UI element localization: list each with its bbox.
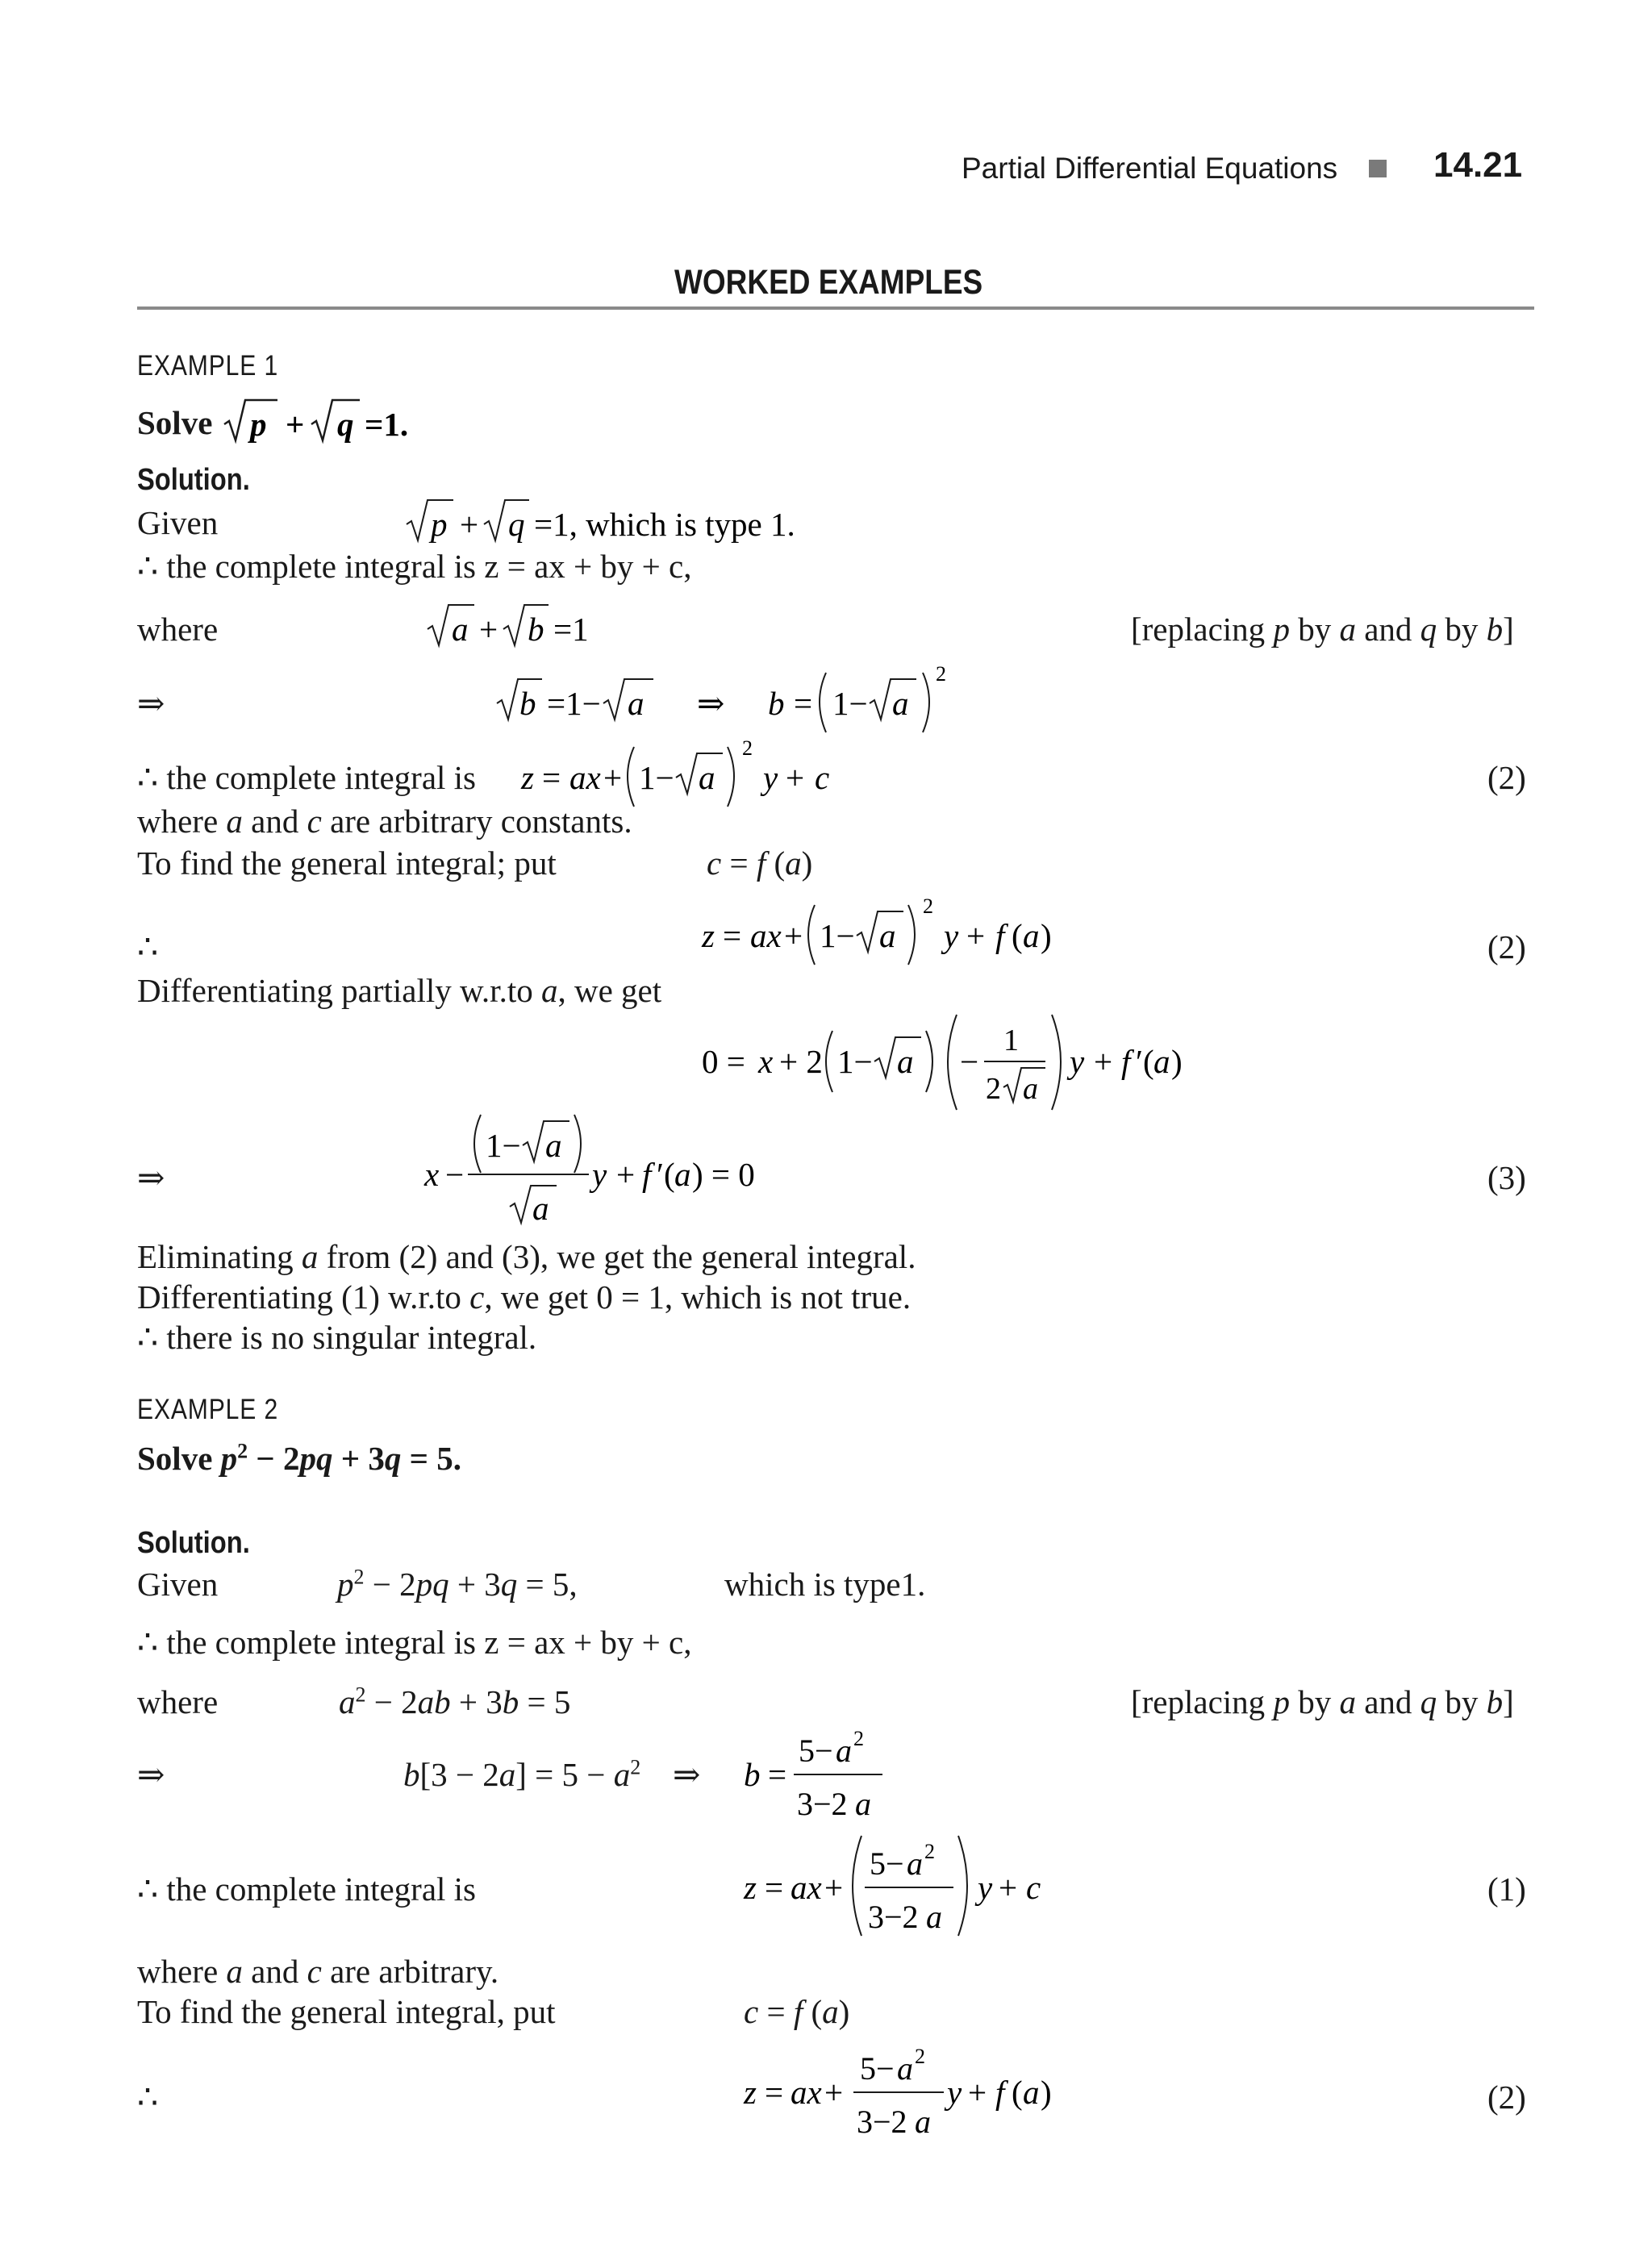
svg-text:+: + bbox=[999, 1869, 1018, 1906]
svg-text:q: q bbox=[508, 506, 525, 543]
svg-text:=: = bbox=[765, 1869, 784, 1906]
svg-text:y: y bbox=[978, 1869, 993, 1906]
svg-text:y: y bbox=[947, 2074, 962, 2111]
svg-text:=: = bbox=[768, 1756, 787, 1793]
svg-text:z: z bbox=[702, 917, 715, 954]
svg-text:a: a bbox=[532, 1190, 549, 1227]
svg-text:1−: 1− bbox=[486, 1127, 521, 1164]
svg-text:1−: 1− bbox=[820, 917, 855, 954]
svg-text:3−2: 3−2 bbox=[868, 1899, 919, 1935]
ex2-given-word: Given bbox=[137, 1566, 219, 1603]
svg-text:2: 2 bbox=[986, 1072, 1001, 1106]
ex2-implies-b-math bbox=[740, 1723, 894, 1828]
svg-text:1−: 1− bbox=[832, 685, 868, 722]
svg-text:−: − bbox=[445, 1156, 465, 1193]
svg-text:z: z bbox=[744, 2074, 757, 2111]
ex2-general-eq bbox=[742, 2041, 1081, 2150]
ex2-eq-num-a: (1) bbox=[1487, 1870, 1526, 1908]
ex1-complete-integral-text: ∴ the complete integral is bbox=[137, 759, 477, 796]
svg-text:ax: ax bbox=[791, 1869, 822, 1906]
svg-text:′(: ′( bbox=[1136, 1043, 1154, 1080]
ex1-differentiating-text: Differentiating partially w.r.to a, we get bbox=[137, 972, 662, 1009]
svg-text:+: + bbox=[479, 611, 499, 648]
svg-text:a: a bbox=[545, 1127, 562, 1164]
ex2-given-expr: $p^2 - 2pq + 3q = 5$, bbox=[337, 1565, 578, 1603]
svg-text:=1, which is type 1.: =1, which is type 1. bbox=[534, 506, 795, 543]
svg-text:) = 0: ) = 0 bbox=[692, 1156, 755, 1193]
svg-text:a: a bbox=[628, 685, 645, 722]
svg-text:+: + bbox=[786, 759, 805, 796]
ex1-arbitrary-text: where a and c are arbitrary constants. bbox=[137, 803, 632, 840]
svg-text:b: b bbox=[744, 1756, 761, 1793]
svg-text:+: + bbox=[616, 1156, 636, 1193]
svg-text:1: 1 bbox=[1003, 1024, 1019, 1057]
svg-text:z: z bbox=[744, 1869, 757, 1906]
svg-text:(: ( bbox=[1012, 2074, 1023, 2111]
svg-text:2: 2 bbox=[923, 894, 933, 918]
svg-text:f: f bbox=[995, 917, 1005, 954]
ex1-complete-integral-math bbox=[516, 729, 855, 810]
svg-text:1−: 1− bbox=[639, 759, 674, 796]
ex1-therefore-symbol: ∴ bbox=[137, 928, 159, 965]
svg-text:): ) bbox=[1171, 1043, 1183, 1080]
svg-text:c: c bbox=[815, 759, 830, 796]
example-2-solution-label: Solution. bbox=[137, 1526, 250, 1560]
ex2-eq-num-b: (2) bbox=[1487, 2079, 1526, 2116]
ex1-implies-2-expr bbox=[419, 1105, 791, 1238]
svg-text:a: a bbox=[879, 917, 896, 954]
svg-text:=: = bbox=[794, 685, 813, 722]
svg-text:+: + bbox=[824, 2074, 844, 2111]
ex1-therefore-complete: ∴ the complete integral is z = ax + by + c, bbox=[137, 548, 692, 585]
svg-text:=1−: =1− bbox=[547, 685, 601, 722]
svg-text:a: a bbox=[926, 1899, 942, 1935]
ex2-implies-expr-b bbox=[740, 1723, 894, 1832]
svg-text:+: + bbox=[1094, 1043, 1113, 1080]
ex2-therefore-complete: ∴ the complete integral is z = ax + by + c, bbox=[137, 1624, 692, 1661]
ex1-general-eq bbox=[700, 887, 1087, 972]
ex1-general-eq-math bbox=[700, 887, 1087, 968]
svg-text:2: 2 bbox=[936, 662, 946, 686]
ex2-where-expr: $a^2 - 2ab + 3b = 5$ bbox=[339, 1683, 571, 1720]
ex1-implies-2-math bbox=[419, 1105, 791, 1234]
svg-text:a: a bbox=[1023, 917, 1040, 954]
svg-text:′(: ′( bbox=[657, 1156, 675, 1193]
svg-text:x: x bbox=[424, 1156, 440, 1193]
svg-text:q: q bbox=[336, 406, 354, 443]
svg-text:a: a bbox=[674, 1156, 691, 1193]
example-1-problem bbox=[137, 395, 423, 447]
ex2-complete-integral-expr bbox=[742, 1828, 1081, 1945]
ex2-implies-expr-a: $b[3 - 2a] = 5 - a^2$ bbox=[403, 1755, 641, 1793]
svg-text:p: p bbox=[431, 506, 448, 543]
svg-text:+: + bbox=[603, 759, 623, 796]
svg-text:+: + bbox=[285, 406, 305, 443]
svg-text:⇒: ⇒ bbox=[697, 685, 725, 722]
ex1-implies-1-expr bbox=[494, 655, 994, 740]
example-1-problem-math bbox=[221, 395, 423, 447]
section-rule bbox=[137, 306, 1534, 310]
ex1-where-math bbox=[424, 600, 618, 652]
ex1-eliminating-text: Eliminating a from (2) and (3), we get the general integral. bbox=[137, 1238, 916, 1275]
svg-text:+: + bbox=[966, 917, 986, 954]
ex2-general-text: To find the general integral, put bbox=[137, 1993, 556, 2030]
svg-text:y: y bbox=[1070, 1043, 1085, 1080]
svg-text:): ) bbox=[1041, 2074, 1052, 2111]
ex2-general-eq-math bbox=[742, 2041, 1081, 2145]
ex1-eq-num-a: (2) bbox=[1487, 759, 1526, 796]
svg-text:x: x bbox=[758, 1043, 774, 1080]
svg-text:y: y bbox=[763, 759, 778, 796]
problem-lead: Solve bbox=[137, 404, 213, 441]
svg-text:a: a bbox=[855, 1786, 871, 1822]
ex2-implies-arrow: ⇒ bbox=[673, 1756, 701, 1793]
ex1-given-math bbox=[403, 495, 855, 547]
ex1-implies-1: ⇒ bbox=[137, 685, 165, 722]
svg-text:a: a bbox=[1023, 2074, 1040, 2111]
svg-text:a: a bbox=[1023, 1072, 1038, 1106]
svg-text:1−: 1− bbox=[837, 1043, 873, 1080]
svg-text:a: a bbox=[897, 1043, 914, 1080]
svg-text:+: + bbox=[784, 917, 803, 954]
example-1-solution-label: Solution. bbox=[137, 463, 250, 497]
svg-text:b: b bbox=[519, 685, 536, 722]
svg-text:b: b bbox=[768, 685, 785, 722]
svg-text:+ 2: + 2 bbox=[779, 1043, 823, 1080]
svg-text:): ) bbox=[1041, 917, 1052, 954]
example-2-problem: Solve $p^2 - 2pq + 3q = 5$. bbox=[137, 1439, 462, 1477]
svg-text:a: a bbox=[452, 611, 469, 648]
ex1-diff-expr bbox=[700, 1008, 1216, 1117]
svg-text:3−2: 3−2 bbox=[857, 2104, 907, 2140]
svg-text:ax: ax bbox=[569, 759, 601, 796]
svg-text:+: + bbox=[824, 1869, 844, 1906]
ex1-general-text: To find the general integral; put bbox=[137, 844, 557, 882]
svg-text:b: b bbox=[528, 611, 544, 648]
svg-text:2: 2 bbox=[915, 2045, 925, 2068]
example-1-label: EXAMPLE 1 bbox=[137, 350, 279, 382]
svg-text:c: c bbox=[1026, 1869, 1041, 1906]
svg-text:2: 2 bbox=[853, 1727, 864, 1750]
svg-text:(: ( bbox=[1012, 917, 1023, 954]
ex1-eq-num-c: (3) bbox=[1487, 1159, 1526, 1196]
ex1-where-expr bbox=[424, 600, 618, 656]
ex1-diff-c-text: Differentiating (1) w.r.to c, we get 0 = 1, which is not true. bbox=[137, 1278, 912, 1316]
ex2-replacing-note: [replacing p by a and q by b] bbox=[1131, 1683, 1514, 1720]
svg-text:5−: 5− bbox=[870, 1845, 904, 1882]
svg-text:a: a bbox=[907, 1845, 923, 1882]
svg-text:z: z bbox=[521, 759, 534, 796]
svg-text:ax: ax bbox=[750, 917, 782, 954]
svg-text:f: f bbox=[995, 2074, 1005, 2111]
ex1-given-expr bbox=[403, 495, 855, 555]
svg-text:−: − bbox=[960, 1043, 979, 1080]
running-title: Partial Differential Equations bbox=[962, 152, 1338, 185]
svg-text:3−2: 3−2 bbox=[797, 1786, 848, 1822]
svg-text:=1.: =1. bbox=[364, 406, 408, 443]
svg-text:2: 2 bbox=[924, 1840, 935, 1863]
svg-text:a: a bbox=[915, 2104, 931, 2140]
ex1-implies-1-math bbox=[494, 655, 994, 736]
svg-text:f: f bbox=[1121, 1043, 1131, 1080]
ex2-therefore-symbol: ∴ bbox=[137, 2079, 159, 2116]
ex2-complete-integral-math bbox=[742, 1828, 1081, 1941]
ex1-where-word: where bbox=[137, 611, 219, 648]
svg-text:ax: ax bbox=[791, 2074, 822, 2111]
ex1-given-word: Given bbox=[137, 504, 219, 541]
ex1-replacing-note: [replacing p by a and q by b] bbox=[1131, 611, 1514, 648]
ex2-where-word: where bbox=[137, 1683, 219, 1720]
example-2-label: EXAMPLE 2 bbox=[137, 1394, 279, 1425]
page-number: 14.21 bbox=[1433, 145, 1523, 185]
header-square-icon bbox=[1369, 160, 1387, 177]
ex2-arbitrary-text: where a and c are arbitrary. bbox=[137, 1953, 499, 1990]
ex1-general-expr: c = f (a) bbox=[707, 844, 813, 882]
svg-text:a: a bbox=[836, 1733, 852, 1769]
ex1-diff-math bbox=[700, 1008, 1216, 1113]
svg-text:a: a bbox=[897, 2050, 913, 2087]
ex2-complete-integral-text: ∴ the complete integral is bbox=[137, 1870, 477, 1908]
svg-text:f: f bbox=[642, 1156, 652, 1193]
svg-text:+: + bbox=[968, 2074, 987, 2111]
svg-text:p: p bbox=[249, 406, 267, 443]
svg-text:5−: 5− bbox=[799, 1733, 833, 1769]
section-title: WORKED EXAMPLES bbox=[674, 263, 983, 302]
ex2-given-type: which is type1. bbox=[724, 1566, 926, 1603]
problem-lead: Solve bbox=[137, 1440, 213, 1477]
ex1-eq-num-b: (2) bbox=[1487, 928, 1526, 965]
svg-text:a: a bbox=[1153, 1043, 1170, 1080]
svg-text:5−: 5− bbox=[860, 2050, 895, 2087]
svg-text:=: = bbox=[542, 759, 561, 796]
svg-text:=: = bbox=[765, 2074, 784, 2111]
svg-text:=1: =1 bbox=[553, 611, 589, 648]
ex1-implies-2: ⇒ bbox=[137, 1159, 165, 1196]
svg-text:y: y bbox=[944, 917, 959, 954]
svg-text:a: a bbox=[699, 759, 715, 796]
svg-text:a: a bbox=[892, 685, 909, 722]
svg-text:=: = bbox=[723, 917, 742, 954]
svg-text:+: + bbox=[460, 506, 479, 543]
svg-text:0 =: 0 = bbox=[702, 1043, 745, 1080]
svg-text:2: 2 bbox=[742, 736, 753, 760]
ex1-no-singular-text: ∴ there is no singular integral. bbox=[137, 1319, 537, 1356]
ex2-general-expr: c = f (a) bbox=[744, 1993, 850, 2030]
svg-text:y: y bbox=[592, 1156, 607, 1193]
ex2-implies: ⇒ bbox=[137, 1756, 165, 1793]
